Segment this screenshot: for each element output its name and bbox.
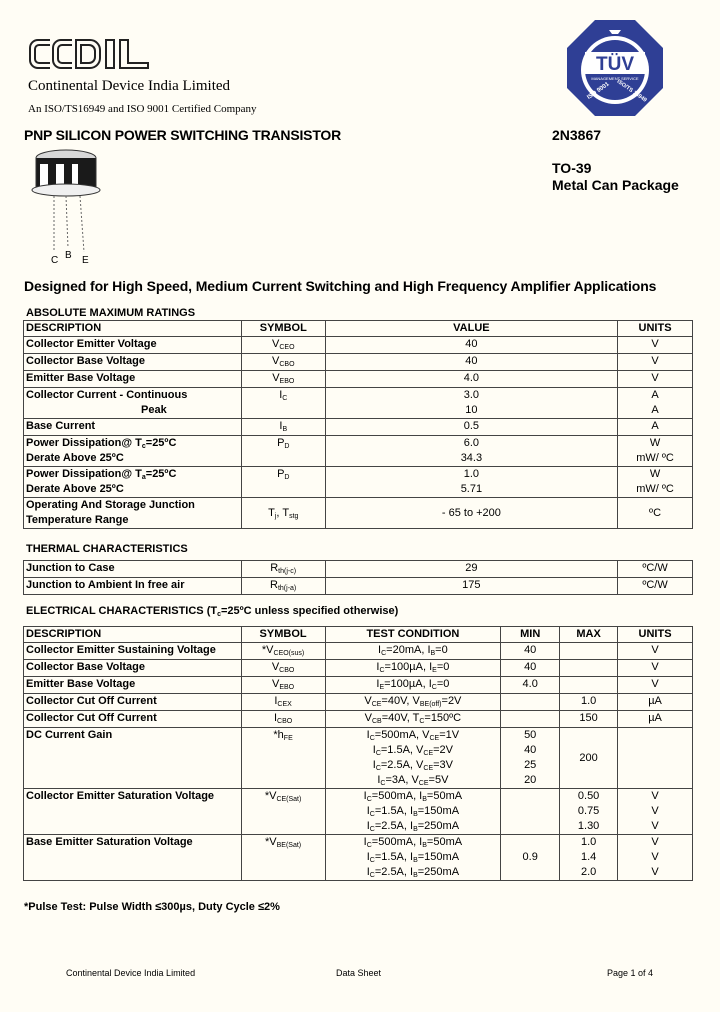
row-unit: V <box>618 371 693 388</box>
row-max: 150 <box>560 711 618 728</box>
row-symbol: $P_D$ <box>241 436 325 467</box>
row-max: 1.0 <box>560 694 618 711</box>
footer-company: Continental Device India Limited <box>66 968 196 978</box>
table-header-row <box>24 627 693 643</box>
row-description: Emitter Base Voltage <box>24 371 242 388</box>
row-symbol: $I_B$ <box>241 419 325 436</box>
electrical-table <box>23 626 693 881</box>
row-symbol: $V_{CEO}$ <box>241 337 325 354</box>
table-row <box>24 728 693 789</box>
table-row <box>24 419 693 436</box>
row-unit: V <box>618 677 693 694</box>
package-info <box>552 160 679 194</box>
row-description: Collector Cut Off Current <box>24 711 242 728</box>
row-symbol: $V_{EBO}$ <box>241 371 325 388</box>
row-description: Base Current <box>24 419 242 436</box>
table-row <box>24 371 693 388</box>
pulse-test-note: *Pulse Test: Pulse Width ≤300µs, Duty Cycle ≤2% <box>24 901 280 913</box>
col-symbol: SYMBOL <box>241 627 325 643</box>
row-test-condition: $V_{CE}=40V$, $V_{BE(off)}=2V$ <box>325 694 501 711</box>
row-value: - 65 to +200 <box>325 498 617 529</box>
row-value: 1.0 5.71 <box>325 467 617 498</box>
row-max: 0.50 0.75 1.30 <box>560 789 618 835</box>
row-max <box>560 643 618 660</box>
table-row <box>24 467 693 498</box>
row-test-condition: $I_C=100\mu A$, $I_E=0$ <box>325 660 501 677</box>
row-unit: ºC/W <box>618 561 693 578</box>
row-symbol: $*V_{CE(Sat)}$ <box>241 789 325 835</box>
abs-max-table <box>23 320 693 529</box>
row-test-condition: $I_C=500mA$, $V_{CE}=1V$ $I_C=1.5A$, $V_{CE}=2V$ $I_C=2.5A$, $V_{CE}=3V$ $I_C=3A$, $V_{CE}=5V$ <box>325 728 501 789</box>
row-test-condition: $I_E=100\mu A$, $I_C=0$ <box>325 677 501 694</box>
table-header-row <box>24 321 693 337</box>
row-test-condition: $I_C=20mA$, $I_B=0$ <box>325 643 501 660</box>
table-row <box>24 677 693 694</box>
tuv-certification-badge <box>565 18 665 118</box>
row-max <box>560 660 618 677</box>
row-min <box>501 789 560 835</box>
package-description: Metal Can Package <box>552 177 679 193</box>
row-description: Collector Emitter Saturation Voltage <box>24 789 242 835</box>
tuv-subtitle: MANAGEMENT SERVICE <box>591 76 639 81</box>
row-symbol: $V_{CBO}$ <box>241 354 325 371</box>
row-unit: ºC/W <box>618 578 693 595</box>
row-description: Power Dissipation@ $T_a=25ºC$ Derate Above 25ºC <box>24 467 242 498</box>
product-title: PNP SILICON POWER SWITCHING TRANSISTOR <box>24 127 342 143</box>
table-row <box>24 660 693 677</box>
row-description: Emitter Base Voltage <box>24 677 242 694</box>
row-description: Collector Emitter Voltage <box>24 337 242 354</box>
row-value: 40 <box>325 337 617 354</box>
table-row <box>24 835 693 881</box>
row-test-condition: $V_{CB}=40V$, $T_C=150ºC$ <box>325 711 501 728</box>
row-unit: V V V <box>618 789 693 835</box>
company-name: Continental Device India Limited <box>28 78 231 94</box>
table-row <box>24 337 693 354</box>
row-min <box>501 694 560 711</box>
table-row <box>24 643 693 660</box>
row-symbol: $R_{th(j-c)}$ <box>241 561 325 578</box>
table-row <box>24 789 693 835</box>
row-value: 4.0 <box>325 371 617 388</box>
table-row <box>24 498 693 529</box>
row-unit: µA <box>618 711 693 728</box>
tuv-brand-text: TÜV <box>596 54 634 75</box>
row-unit: V <box>618 643 693 660</box>
table-row <box>24 388 693 419</box>
row-description: Base Emitter Saturation Voltage <box>24 835 242 881</box>
row-min: 40 <box>501 660 560 677</box>
row-value: 40 <box>325 354 617 371</box>
certification-line: An ISO/TS16949 and ISO 9001 Certified Company <box>28 103 257 115</box>
row-unit: A <box>618 419 693 436</box>
row-description: Operating And Storage Junction Temperature Range <box>24 498 242 529</box>
row-value: 3.0 10 <box>325 388 617 419</box>
row-description: Collector Emitter Sustaining Voltage <box>24 643 242 660</box>
col-max: MAX <box>560 627 618 643</box>
row-unit: ºC <box>618 498 693 529</box>
row-unit: V <box>618 337 693 354</box>
row-symbol: $I_{CBO}$ <box>241 711 325 728</box>
row-unit: µA <box>618 694 693 711</box>
row-symbol: $*V_{BE(Sat)}$ <box>241 835 325 881</box>
abs-max-heading: ABSOLUTE MAXIMUM RATINGS <box>26 307 196 319</box>
part-number: 2N3867 <box>552 127 602 143</box>
footer-doc-type: Data Sheet <box>336 968 382 978</box>
row-unit: W mW/ ºC <box>618 436 693 467</box>
row-value: 175 <box>325 578 618 595</box>
row-symbol: $V_{EBO}$ <box>241 677 325 694</box>
row-unit: V V V <box>618 835 693 881</box>
table-row <box>24 561 693 578</box>
thermal-heading: THERMAL CHARACTERISTICS <box>26 543 188 555</box>
row-min: 4.0 <box>501 677 560 694</box>
col-units: UNITS <box>618 627 693 643</box>
package-type: TO-39 <box>552 160 592 176</box>
row-description: Power Dissipation@ $T_c=25ºC$ Derate Above 25ºC <box>24 436 242 467</box>
row-unit: V <box>618 354 693 371</box>
row-symbol: $R_{th(j-a)}$ <box>241 578 325 595</box>
table-row <box>24 436 693 467</box>
row-test-condition: $I_C=500mA$, $I_B=50mA$ $I_C=1.5A$, $I_B=150mA$ $I_C=2.5A$, $I_B=250mA$ <box>325 789 501 835</box>
row-min: 50 40 25 20 <box>501 728 560 789</box>
footer-page: Page 1 of 4 <box>607 968 654 978</box>
row-symbol: $*h_{FE}$ <box>241 728 325 789</box>
pin-b-label: B <box>65 250 72 261</box>
row-min <box>501 711 560 728</box>
col-test-condition: TEST CONDITION <box>325 627 501 643</box>
row-symbol: $P_D$ <box>241 467 325 498</box>
row-unit: V <box>618 660 693 677</box>
row-description: DC Current Gain <box>24 728 242 789</box>
col-value: VALUE <box>325 321 617 337</box>
row-description: Junction to Ambient In free air <box>24 578 242 595</box>
thermal-table <box>23 560 693 595</box>
table-row <box>24 711 693 728</box>
row-description: Collector Base Voltage <box>24 660 242 677</box>
row-description: Collector Base Voltage <box>24 354 242 371</box>
row-value: 0.5 <box>325 419 617 436</box>
row-unit: A A <box>618 388 693 419</box>
row-test-condition: $I_C=500mA$, $I_B=50mA$ $I_C=1.5A$, $I_B=150mA$ $I_C=2.5A$, $I_B=250mA$ <box>325 835 501 881</box>
row-symbol: $I_C$ <box>241 388 325 419</box>
electrical-heading: ELECTRICAL CHARACTERISTICS ($T_c=25ºC$ unless specified otherwise) <box>26 605 399 618</box>
cdil-logo <box>28 36 153 72</box>
row-symbol: $*V_{CEO(sus)}$ <box>241 643 325 660</box>
row-max: 1.0 1.4 2.0 <box>560 835 618 881</box>
row-min: 40 <box>501 643 560 660</box>
table-row <box>24 578 693 595</box>
row-description: Collector Cut Off Current <box>24 694 242 711</box>
table-row <box>24 694 693 711</box>
pin-e-label: E <box>82 255 89 266</box>
design-statement: Designed for High Speed, Medium Current Switching and High Frequency Amplifier Applications <box>24 278 657 294</box>
row-max <box>560 677 618 694</box>
row-description: Junction to Case <box>24 561 242 578</box>
row-symbol: $T_j$, $T_{stg}$ <box>241 498 325 529</box>
row-symbol: $V_{CBO}$ <box>241 660 325 677</box>
row-min: 0.9 <box>501 835 560 881</box>
col-description: DESCRIPTION <box>24 627 242 643</box>
col-min: MIN <box>501 627 560 643</box>
row-value: 6.0 34.3 <box>325 436 617 467</box>
row-unit <box>618 728 693 789</box>
tuv-iso-9001: ISO 9001 <box>586 81 611 101</box>
pin-c-label: C <box>51 255 59 266</box>
table-row <box>24 354 693 371</box>
to39-transistor-icon <box>26 148 106 268</box>
col-units: UNITS <box>618 321 693 337</box>
row-unit: W mW/ ºC <box>618 467 693 498</box>
row-value: 29 <box>325 561 618 578</box>
tuv-iso-ts: ISO/TS 16949 <box>615 78 648 104</box>
col-symbol: SYMBOL <box>241 321 325 337</box>
row-max: 200 <box>560 728 618 789</box>
row-description: Collector Current - Continuous Peak <box>24 388 242 419</box>
col-description: DESCRIPTION <box>24 321 242 337</box>
row-symbol: $I_{CEX}$ <box>241 694 325 711</box>
